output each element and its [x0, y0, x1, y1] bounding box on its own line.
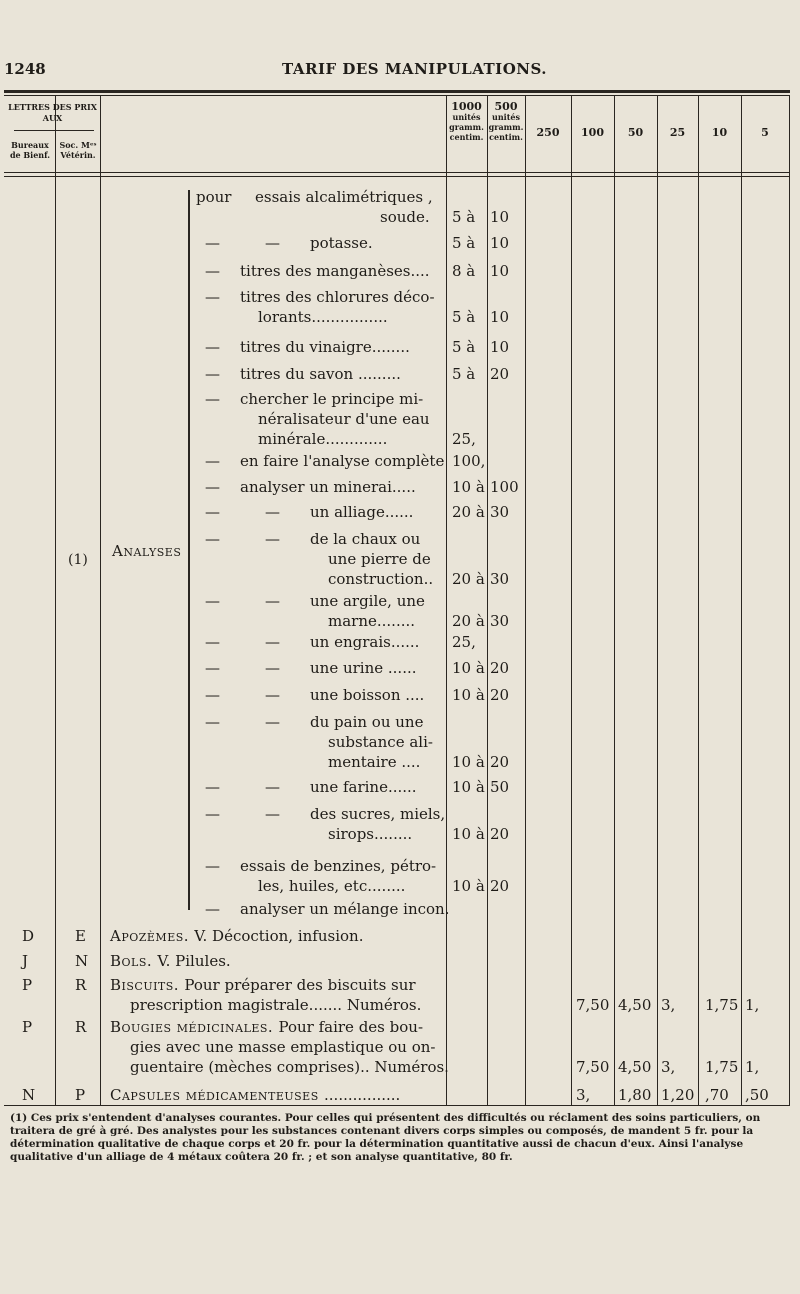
- analyses-row-text: marne........: [328, 612, 416, 630]
- col-line-2: [100, 95, 101, 1105]
- item-bureaux-letter: N: [22, 1086, 36, 1104]
- analyses-row-text: une farine......: [310, 778, 417, 796]
- analyses-price-1000: 5 à: [452, 365, 476, 383]
- page-title: TARIF DES MANIPULATIONS.: [282, 60, 548, 78]
- item-title: Biscuits.: [110, 976, 185, 994]
- analyses-price-500: 10: [490, 208, 510, 226]
- header-25: 25: [669, 126, 686, 139]
- analyses-price-500: 20: [490, 659, 510, 677]
- analyses-row-lead: —: [205, 633, 220, 651]
- analyses-row-lead: —: [205, 592, 220, 610]
- item-bureaux-letter: D: [22, 927, 35, 945]
- analyses-row-text: des sucres, miels,: [310, 805, 446, 823]
- top-rule: [4, 90, 790, 93]
- col-line-4: [487, 95, 488, 1105]
- analyses-row-lead2: —: [265, 503, 280, 521]
- analyses-price-1000: 10 à: [452, 659, 485, 677]
- item-price-100: 4,50: [618, 1058, 652, 1076]
- analyses-row-text: titres du vinaigre........: [240, 338, 410, 356]
- col-line-9: [698, 95, 699, 1105]
- item-entry: [110, 1086, 400, 1104]
- analyses-row-text: sirops........: [328, 825, 413, 843]
- header-aux: AUX: [42, 113, 63, 123]
- analyses-row-text: lorants................: [258, 308, 388, 326]
- analyses-price-500: 20: [490, 686, 510, 704]
- item-text: Pour préparer des biscuits sur: [184, 976, 416, 994]
- analyses-row-text: analyser un minerai.....: [240, 478, 416, 496]
- analyses-row-lead: —: [205, 478, 220, 496]
- item-text-line: gies avec une masse emplastique ou on-: [130, 1038, 436, 1056]
- analyses-row-lead: —: [205, 778, 220, 796]
- analyses-price-500: 30: [490, 570, 510, 588]
- analyses-price-500: 20: [490, 365, 510, 383]
- item-text-line: guentaire (mèches comprises).. Numéros.: [130, 1058, 449, 1076]
- analyses-row-lead2: —: [265, 713, 280, 731]
- item-entry: [110, 927, 363, 945]
- header-250: 250: [536, 126, 560, 139]
- analyses-row-text: les, huiles, etc........: [258, 877, 406, 895]
- item-title: Apozèmes.: [110, 927, 195, 945]
- analyses-price-1000: 20 à: [452, 570, 485, 588]
- top-rule-thin: [4, 95, 790, 96]
- col-line-3: [446, 95, 447, 1105]
- header-1000: 1000 unités gramm. centim.: [449, 100, 484, 142]
- item-price-50: 3,: [661, 996, 676, 1014]
- analyses-row-text: substance ali-: [328, 733, 433, 751]
- analyses-footnote-mark: (1): [68, 552, 88, 568]
- item-price-100: 4,50: [618, 996, 652, 1014]
- analyses-row-text: une pierre de: [328, 550, 431, 568]
- item-text-line: prescription magistrale....... Numéros.: [130, 996, 422, 1014]
- analyses-row-text: un alliage......: [310, 503, 414, 521]
- analyses-row-lead: —: [205, 805, 220, 823]
- analyses-price-500: 20: [490, 753, 510, 771]
- header-100: 100: [581, 126, 604, 139]
- item-bureaux-letter: P: [22, 1018, 33, 1036]
- header-50: 50: [627, 126, 644, 139]
- analyses-row-text: une urine ......: [310, 659, 417, 677]
- item-soc-letter: P: [75, 1086, 86, 1104]
- item-price-250: 7,50: [576, 1058, 610, 1076]
- col-line-6: [571, 95, 572, 1105]
- header-5: 5: [761, 126, 769, 139]
- analyses-row-lead: —: [205, 288, 220, 306]
- item-bureaux-letter: P: [22, 976, 33, 994]
- item-text: V. Pilules.: [157, 952, 231, 970]
- item-price-100: 1,80: [618, 1086, 652, 1104]
- analyses-row-text: analyser un mélange incon.: [240, 900, 450, 918]
- item-soc-letter: N: [75, 952, 89, 970]
- header-bottom-rule-2: [4, 176, 790, 177]
- analyses-price-1000: 25,: [452, 430, 476, 448]
- col-line-7: [614, 95, 615, 1105]
- header-500: 500 unités gramm. centim.: [488, 100, 524, 142]
- analyses-price-500: 30: [490, 503, 510, 521]
- item-soc-letter: R: [75, 1018, 87, 1036]
- analyses-row-text: construction..: [328, 570, 434, 588]
- analyses-row-text: titres des manganèses....: [240, 262, 430, 280]
- analyses-price-1000: 5 à: [452, 338, 476, 356]
- analyses-price-500: 10: [490, 234, 510, 252]
- item-title: Capsules médicamenteuses: [110, 1086, 325, 1104]
- item-title: Bougies médicinales.: [110, 1018, 279, 1036]
- analyses-row-lead: —: [205, 530, 220, 548]
- item-price-50: 1,20: [661, 1086, 695, 1104]
- analyses-price-500: 20: [490, 877, 510, 895]
- item-soc-letter: E: [75, 927, 86, 945]
- item-soc-letter: R: [75, 976, 87, 994]
- item-text: V. Décoction, infusion.: [194, 927, 364, 945]
- analyses-label: Analyses: [112, 542, 182, 560]
- analyses-row-lead: —: [205, 686, 220, 704]
- header-aux-rule: [14, 130, 94, 131]
- analyses-row-lead: —: [205, 452, 220, 470]
- analyses-price-500: 10: [490, 262, 510, 280]
- header-lettres: LETTRES DES PRIX: [8, 102, 97, 112]
- analyses-price-1000: 10 à: [452, 753, 485, 771]
- item-entry: [110, 1018, 423, 1036]
- analyses-price-1000: 8 à: [452, 262, 476, 280]
- analyses-row-lead: —: [205, 900, 220, 918]
- header-soc: Soc. Mᵉˢ Vétérin.: [59, 140, 97, 160]
- header-bottom-rule: [4, 172, 790, 173]
- analyses-row-lead: —: [205, 857, 220, 875]
- item-text: Pour faire des bou-: [278, 1018, 424, 1036]
- col-line-11: [789, 95, 790, 1105]
- analyses-row-text: titres du savon .........: [240, 365, 401, 383]
- analyses-row-text: titres des chlorures déco-: [240, 288, 435, 306]
- analyses-price-1000: 25,: [452, 633, 476, 651]
- col-line-8: [657, 95, 658, 1105]
- analyses-row-text: néralisateur d'une eau: [258, 410, 430, 428]
- analyses-row-lead2: —: [265, 234, 280, 252]
- page-number: 1248: [4, 60, 46, 78]
- analyses-row-text: une boisson ....: [310, 686, 425, 704]
- analyses-row-lead2: —: [265, 659, 280, 677]
- analyses-row-lead: —: [205, 365, 220, 383]
- analyses-price-1000: 5 à: [452, 308, 476, 326]
- analyses-price-1000: 10 à: [452, 877, 485, 895]
- analyses-row-text: une argile, une: [310, 592, 425, 610]
- analyses-row-text: en faire l'analyse complète: [240, 452, 445, 470]
- item-price-50: 3,: [661, 1058, 676, 1076]
- analyses-row-lead: —: [205, 659, 220, 677]
- analyses-row-lead: —: [205, 713, 220, 731]
- table-bottom-rule: [4, 1105, 790, 1106]
- item-entry: [110, 976, 416, 994]
- analyses-price-1000: 5 à: [452, 234, 476, 252]
- analyses-price-500: 100: [490, 478, 519, 496]
- item-price-10: ,70: [705, 1086, 729, 1104]
- analyses-price-500: 10: [490, 338, 510, 356]
- item-price-5: ,50: [745, 1086, 769, 1104]
- analyses-row-text: potasse.: [310, 234, 373, 252]
- analyses-price-1000: 100,: [452, 452, 486, 470]
- analyses-row-text: du pain ou une: [310, 713, 424, 731]
- item-bureaux-letter: J: [22, 952, 29, 970]
- analyses-price-500: 20: [490, 825, 510, 843]
- analyses-price-500: 30: [490, 612, 510, 630]
- item-text: ................: [324, 1086, 401, 1104]
- analyses-row-lead2: —: [265, 686, 280, 704]
- item-price-10: 1,75: [705, 1058, 739, 1076]
- item-price-10: 1,75: [705, 996, 739, 1014]
- item-entry: [110, 952, 231, 970]
- analyses-row-text: un engrais......: [310, 633, 420, 651]
- item-price-250: 7,50: [576, 996, 610, 1014]
- analyses-price-1000: 10 à: [452, 825, 485, 843]
- analyses-row-text: chercher le principe mi-: [240, 390, 424, 408]
- analyses-row-text: essais alcalimétriques ,: [255, 188, 433, 206]
- item-title: Bols.: [110, 952, 158, 970]
- item-price-250: 3,: [576, 1086, 591, 1104]
- col-line-1: [55, 95, 56, 1105]
- analyses-price-1000: 20 à: [452, 503, 485, 521]
- analyses-row-text: soude.: [380, 208, 430, 226]
- footnote: (1) Ces prix s'entendent d'analyses courantes. Pour celles qui présentent des difficultés ou réclament des soins particuliers, on traitera de gré à gré. Des analystes pour les substances contenant divers corps simples ou composés, de mandent 5 fr. pour la détermination qualitative de chaque corps et 20 fr. pour la détermination quantitative aussi de chacun d'eux. Ainsi l'analyse qualitative d'un alliage de 4 métaux coûtera 20 fr. ; et son analyse quantitative, 80 fr.: [10, 1112, 761, 1163]
- analyses-row-lead: —: [205, 390, 220, 408]
- analyses-row-text: mentaire ....: [328, 753, 421, 771]
- col-line-5: [525, 95, 526, 1105]
- header-bureaux: Bureaux de Bienf.: [9, 140, 51, 160]
- analyses-price-1000: 10 à: [452, 478, 485, 496]
- header-10: 10: [711, 126, 728, 139]
- col-line-10: [741, 95, 742, 1105]
- analyses-row-lead2: —: [265, 530, 280, 548]
- item-price-5: 1,: [745, 1058, 760, 1076]
- analyses-row-lead2: —: [265, 805, 280, 823]
- analyses-price-500: 50: [490, 778, 510, 796]
- analyses-brace: [188, 190, 190, 910]
- analyses-row-lead2: —: [265, 633, 280, 651]
- analyses-price-1000: 10 à: [452, 778, 485, 796]
- analyses-row-lead: —: [205, 338, 220, 356]
- analyses-row-text: essais de benzines, pétro-: [240, 857, 437, 875]
- analyses-row-lead2: —: [265, 778, 280, 796]
- analyses-row-lead: —: [205, 262, 220, 280]
- analyses-price-1000: 20 à: [452, 612, 485, 630]
- analyses-row-lead: pour: [196, 188, 232, 206]
- analyses-row-lead2: —: [265, 592, 280, 610]
- analyses-row-text: minérale.............: [258, 430, 388, 448]
- analyses-price-500: 10: [490, 308, 510, 326]
- analyses-row-text: de la chaux ou: [310, 530, 421, 548]
- analyses-price-1000: 5 à: [452, 208, 476, 226]
- item-price-5: 1,: [745, 996, 760, 1014]
- analyses-row-lead: —: [205, 503, 220, 521]
- analyses-price-1000: 10 à: [452, 686, 485, 704]
- analyses-row-lead: —: [205, 234, 220, 252]
